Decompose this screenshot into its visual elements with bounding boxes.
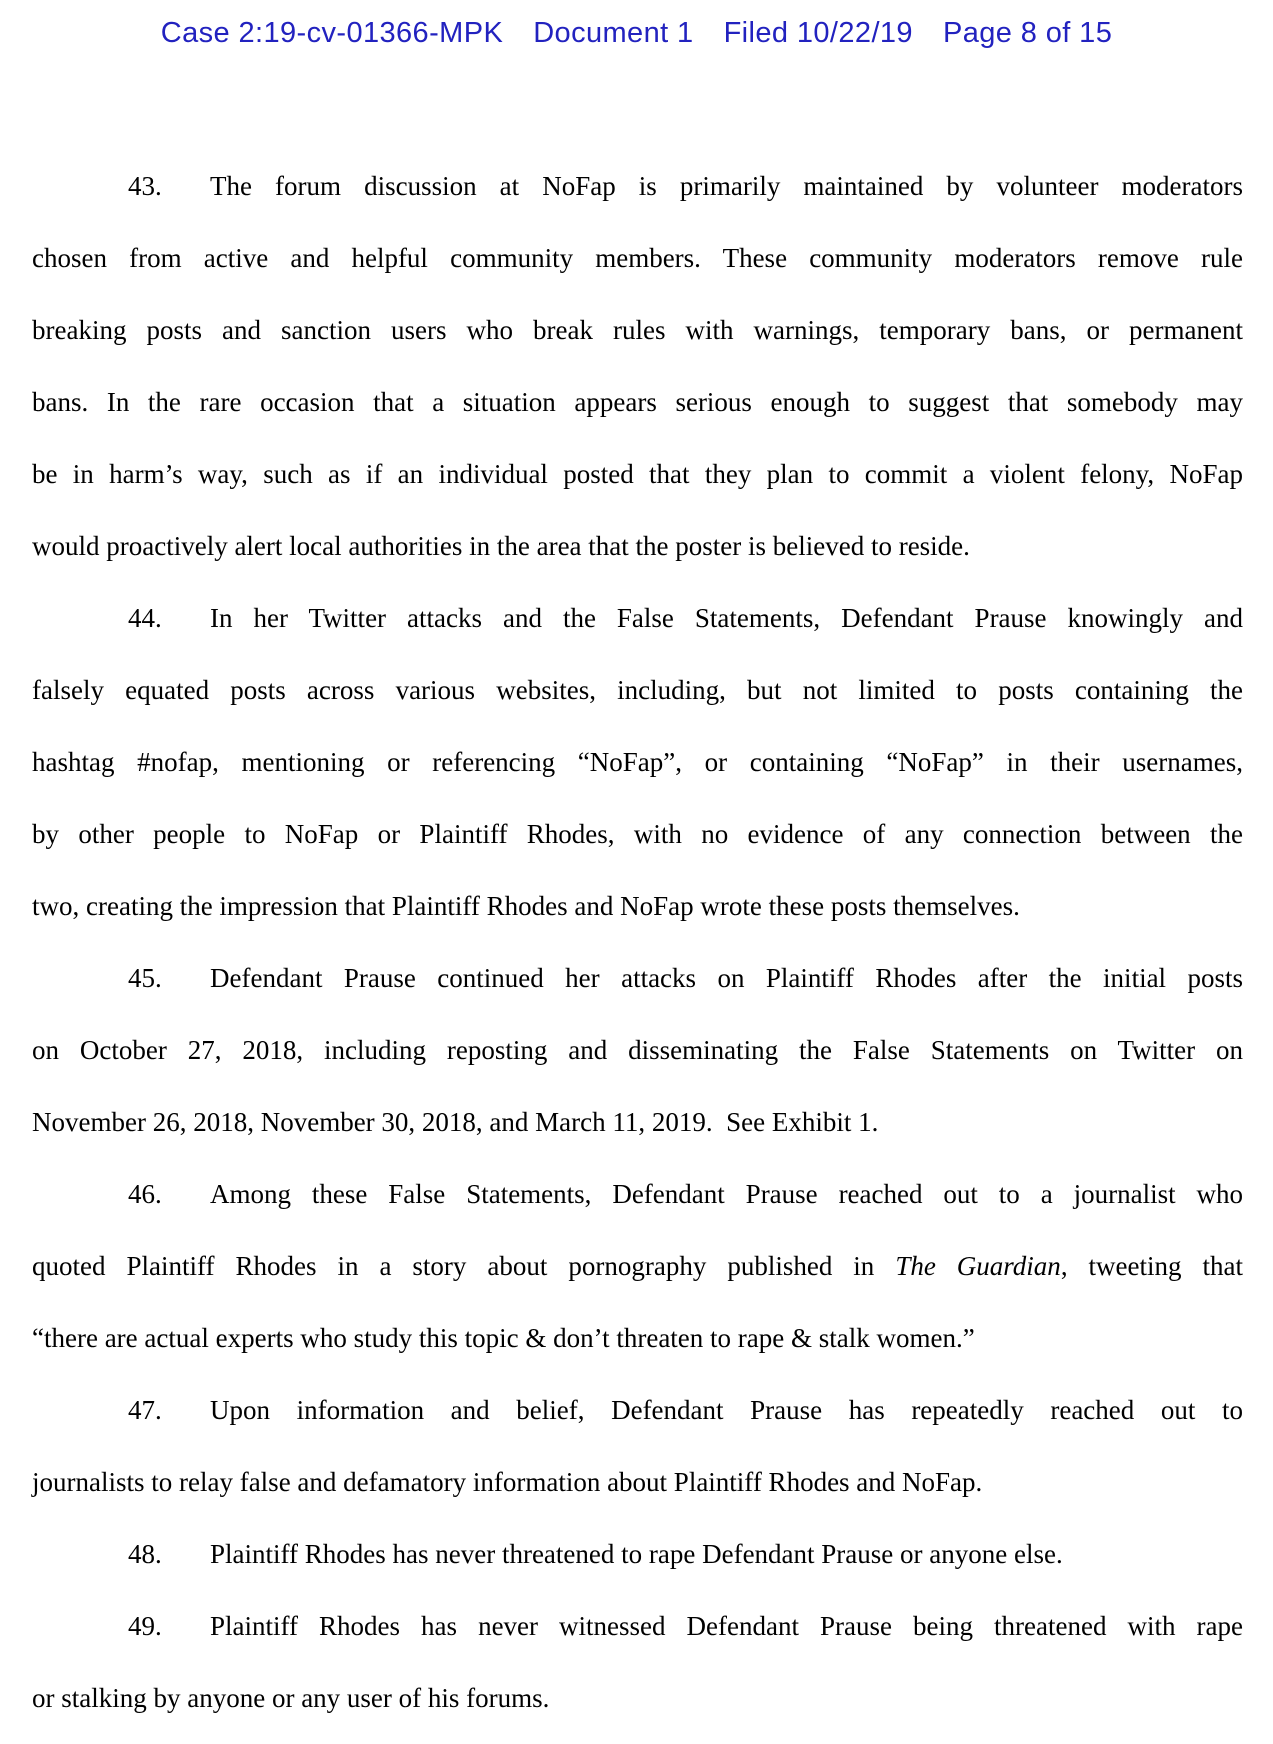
- paragraph-49-line-2: [32, 1662, 1243, 1734]
- paragraph-44-line-5: [32, 870, 1243, 942]
- paragraph-46-line-2: [32, 1230, 1243, 1302]
- paragraph-number: 47.: [128, 1395, 162, 1425]
- paragraph-48-line-1: [32, 1518, 1243, 1590]
- case-number: Case 2:19-cv-01366-MPK: [160, 17, 504, 49]
- text-segment: The forum discussion at NoFap is primarily maintained by volunteer moderators: [210, 171, 1243, 201]
- text-segment: breaking posts and sanction users who break rules with warnings, temporary bans, or permanent: [32, 315, 1243, 345]
- paragraph-number: 44.: [128, 603, 162, 633]
- text-segment: November 26, 2018, November 30, 2018, and March 11, 2019. See Exhibit 1.: [32, 1107, 879, 1137]
- text-segment: hashtag #nofap, mentioning or referencing “NoFap”, or containing “NoFap” in their usernames,: [32, 747, 1243, 777]
- text-segment: would proactively alert local authorities in the area that the poster is believed to reside.: [32, 531, 970, 561]
- case-stamp-header: [0, 17, 1273, 50]
- text-segment: Defendant Prause continued her attacks on Plaintiff Rhodes after the initial posts: [210, 963, 1243, 993]
- text-segment: journalists to relay false and defamatory information about Plaintiff Rhodes and NoFap.: [32, 1467, 983, 1497]
- paragraph-44-line-4: [32, 798, 1243, 870]
- document-number: Document 1: [533, 17, 694, 49]
- text-segment: Plaintiff Rhodes has never witnessed Defendant Prause being threatened with rape: [210, 1611, 1243, 1641]
- paragraph-47-line-2: [32, 1446, 1243, 1518]
- italic-publication-name: The Guardian: [895, 1251, 1061, 1281]
- text-segment: Plaintiff Rhodes has never threatened to rape Defendant Prause or anyone else.: [210, 1539, 1063, 1569]
- paragraph-46-line-3: [32, 1302, 1243, 1374]
- paragraph-number: 48.: [128, 1539, 162, 1569]
- text-segment: In her Twitter attacks and the False Statements, Defendant Prause knowingly and: [210, 603, 1243, 633]
- paragraph-number: 49.: [128, 1611, 162, 1641]
- text-segment: two, creating the impression that Plaintiff Rhodes and NoFap wrote these posts themselves.: [32, 891, 1020, 921]
- page-indicator: Page 8 of 15: [942, 17, 1113, 49]
- text-segment: by other people to NoFap or Plaintiff Rhodes, with no evidence of any connection between the: [32, 819, 1243, 849]
- paragraph-43-line-1: [32, 150, 1243, 222]
- paragraph-46-line-1: [32, 1158, 1243, 1230]
- paragraph-43-line-5: [32, 438, 1243, 510]
- text-segment: Upon information and belief, Defendant Prause has repeatedly reached out to: [210, 1395, 1243, 1425]
- filed-date: Filed 10/22/19: [723, 17, 913, 49]
- paragraph-44-line-1: [32, 582, 1243, 654]
- paragraph-44-line-2: [32, 654, 1243, 726]
- text-segment: “there are actual experts who study this topic & don’t threaten to rape & stalk women.”: [32, 1323, 975, 1353]
- text-segment: falsely equated posts across various websites, including, but not limited to posts containing the: [32, 675, 1243, 705]
- paragraph-number: 43.: [128, 171, 162, 201]
- text-segment: Among these False Statements, Defendant Prause reached out to a journalist who: [210, 1179, 1243, 1209]
- text-segment: be in harm’s way, such as if an individual posted that they plan to commit a violent felony, NoFap: [32, 459, 1243, 489]
- text-segment: , tweeting that: [1060, 1251, 1243, 1281]
- document-body: [32, 150, 1243, 1734]
- text-segment: on October 27, 2018, including reposting and disseminating the False Statements on Twitter on: [32, 1035, 1243, 1065]
- paragraph-44-line-3: [32, 726, 1243, 798]
- text-segment: bans. In the rare occasion that a situation appears serious enough to suggest that somebody may: [32, 387, 1243, 417]
- paragraph-number: 45.: [128, 963, 162, 993]
- paragraph-47-line-1: [32, 1374, 1243, 1446]
- text-segment: quoted Plaintiff Rhodes in a story about pornography published in: [32, 1251, 896, 1281]
- paragraph-43-line-2: [32, 222, 1243, 294]
- text-segment: or stalking by anyone or any user of his forums.: [32, 1683, 550, 1713]
- paragraph-45-line-1: [32, 942, 1243, 1014]
- paragraph-49-line-1: [32, 1590, 1243, 1662]
- paragraph-43-line-3: [32, 294, 1243, 366]
- paragraph-43-line-4: [32, 366, 1243, 438]
- text-segment: chosen from active and helpful community members. These community moderators remove rule: [32, 243, 1243, 273]
- paragraph-number: 46.: [128, 1179, 162, 1209]
- paragraph-43-line-6: [32, 510, 1243, 582]
- paragraph-45-line-3: [32, 1086, 1243, 1158]
- paragraph-45-line-2: [32, 1014, 1243, 1086]
